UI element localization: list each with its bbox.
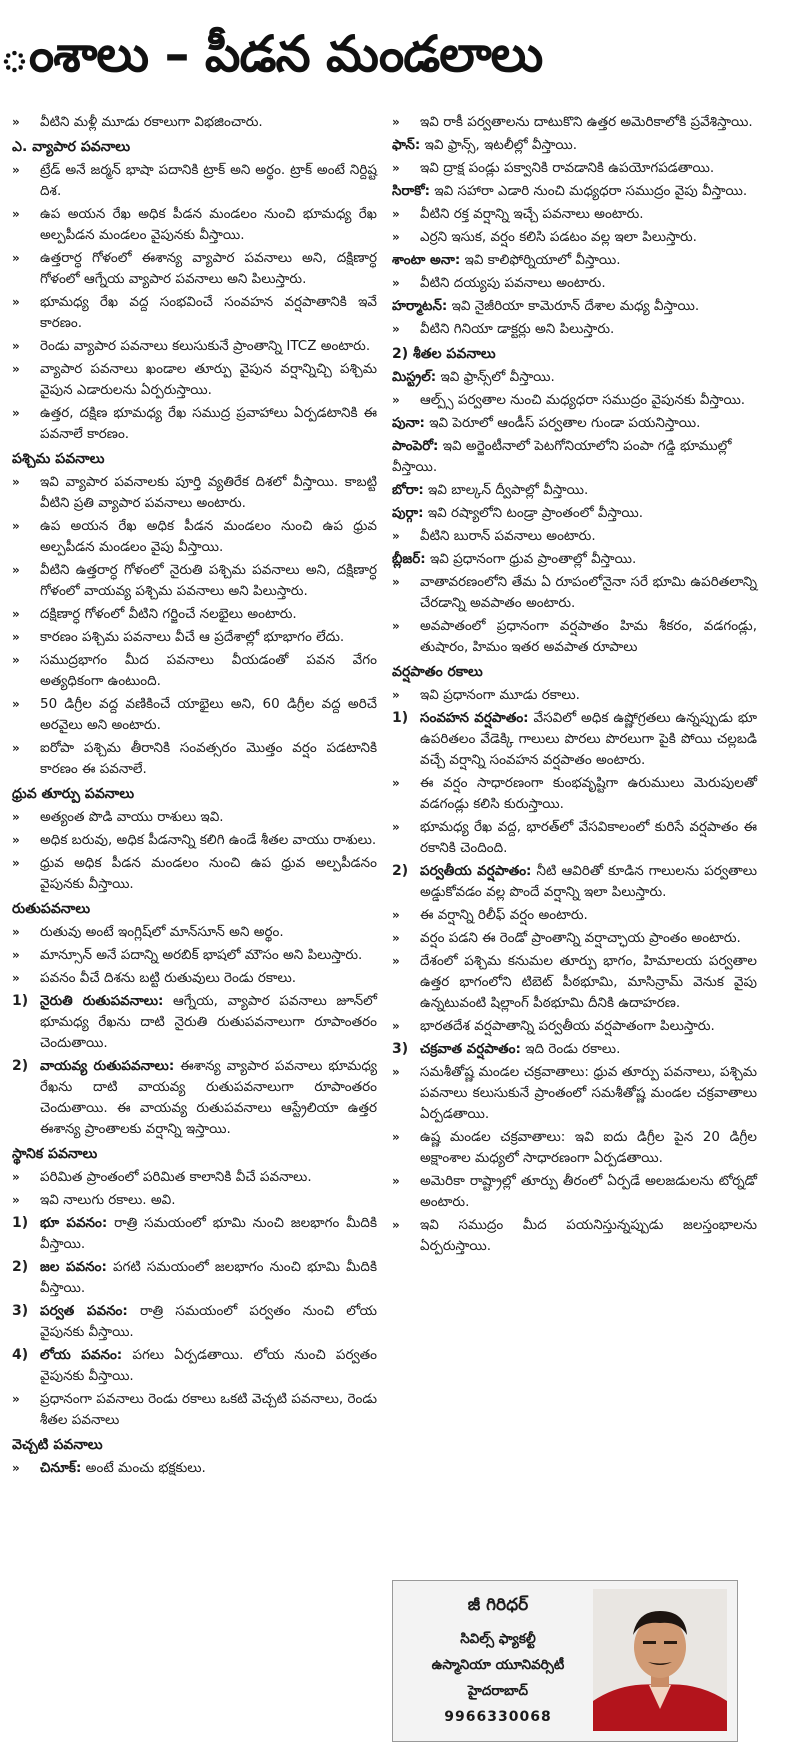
author-phone: 9966330068 [444, 1709, 552, 1725]
item-text [40, 336, 377, 357]
item-body: అమెరికా రాష్ట్రాల్లో తూర్పు తీరంలో ఏర్పడే అలజడులను టోర్నడో అంటారు. [420, 1173, 757, 1210]
item-body: ఉప అయన రేఖ అధిక పీడన మండలం నుంచి ఉప ధ్రువ అల్పపీడన మండలం వైపు వీస్తాయి. [40, 518, 377, 555]
bullet-item [392, 319, 757, 340]
item-text [40, 853, 377, 895]
list-number: 2) [12, 1058, 29, 1074]
item-text [40, 945, 377, 966]
item-text [40, 1213, 377, 1255]
bullet-marker: » [392, 619, 400, 633]
bullet-item [12, 945, 377, 966]
item-body: ఇవి కాలిఫోర్నియాలో వీస్తాయి. [460, 252, 621, 268]
bullet-marker: » [12, 697, 20, 711]
bullet-marker: » [12, 1170, 20, 1184]
item-body: పవనం వీచే దిశను బట్టి రుతువులు రెండు రకాలు. [40, 970, 297, 986]
item-text [40, 1389, 377, 1431]
author-photo [593, 1589, 727, 1731]
bullet-item [12, 1056, 377, 1140]
item-body: ఉత్తర, దక్షిణ భూమధ్య రేఖ సముద్ర ప్రవాహాలు ఏర్పడటానికి ఈ పవనాలే కారణం. [40, 405, 377, 442]
bullet-item [12, 830, 377, 851]
item-body: ఇవి అర్జెంటీనాలో పెటగోనియాలోని పంపా గడ్డి భూముల్లో వీస్తాయి. [392, 438, 732, 475]
item-body: ఉప అయన రేఖ అధిక పీడన మండలం నుంచి భూమధ్య రేఖ అల్పపీడన మండలం వైపునకు వీస్తాయి. [40, 206, 377, 243]
item-text [40, 922, 377, 943]
bullet-marker: » [12, 833, 20, 847]
bullet-item [12, 112, 377, 133]
term-definition [392, 503, 757, 524]
bullet-item [392, 390, 757, 411]
bullet-item [12, 604, 377, 625]
bullet-marker: » [392, 931, 400, 945]
bullet-item [392, 773, 757, 815]
item-text [40, 248, 377, 290]
list-number: 2) [12, 1259, 29, 1275]
bullet-item [12, 922, 377, 943]
term-definition [392, 367, 757, 388]
bullet-item [12, 853, 377, 895]
list-number: 4) [12, 1347, 29, 1363]
item-text [392, 298, 699, 314]
item-text [420, 951, 757, 1014]
bullet-marker: » [12, 251, 20, 265]
item-text [40, 1345, 377, 1387]
item-body: ఇవి బాల్కన్ ద్వీపాల్లో వీస్తాయి. [423, 482, 589, 498]
bullet-item [392, 112, 757, 133]
item-text [420, 227, 757, 248]
section-heading: 2) శీతల పవనాలు [392, 346, 496, 362]
bullet-marker: » [392, 115, 400, 129]
bullet-marker: » [12, 607, 20, 621]
term-label: భూ పవనం: [40, 1215, 108, 1231]
item-body: రుతువు అంటే ఇంగ్లిష్‌లో మాన్‌సూన్ అని అర్థం. [40, 924, 284, 940]
section-heading: స్థానిక పవనాలు [12, 1146, 98, 1162]
term-label: మిస్ట్రల్: [392, 369, 437, 385]
item-text [392, 438, 732, 475]
item-text [392, 369, 555, 385]
bullet-marker: » [392, 393, 400, 407]
term-label: చక్రవాత వర్షపాతం: [420, 1041, 521, 1057]
bullet-marker: » [392, 954, 400, 968]
item-text [420, 390, 757, 411]
list-number: 3) [392, 1041, 409, 1057]
item-text [420, 158, 757, 179]
item-body: వర్షం పడని ఈ రెండో ప్రాంతాన్ని వర్షాచ్ఛాయ ప్రాంతం అంటారు. [420, 930, 741, 946]
bullet-marker: » [12, 563, 20, 577]
item-text [40, 968, 377, 989]
item-body: ఇవి ఫ్రాన్స్, ఇటలీల్లో వీస్తాయి. [420, 137, 578, 153]
bullet-item [12, 336, 377, 357]
bullet-marker: » [392, 322, 400, 336]
bullet-item [392, 227, 757, 248]
bullet-marker: » [12, 475, 20, 489]
item-body: పరిమిత ప్రాంతంలో పరిమిత కాలానికి వీచే పవనాలు. [40, 1169, 312, 1185]
bullet-marker: » [392, 529, 400, 543]
bullet-marker: » [12, 948, 20, 962]
list-number: 1) [12, 1215, 29, 1231]
item-body: అధిక బరువు, అధిక పీడనాన్ని కలిగి ఉండే శీతల వాయు రాశులు. [40, 832, 377, 848]
item-text [420, 861, 757, 903]
bullet-marker: » [392, 161, 400, 175]
item-text [392, 482, 588, 498]
item-text [40, 627, 377, 648]
term-label: నైరుతి రుతుపవనాలు: [40, 993, 164, 1009]
item-body: ఈశాన్య వ్యాపార పవనాలు భూమధ్య రేఖను దాటి వాయవ్య రుతుపవనాలుగా రూపాంతరం చెందుతాయి. ఈ వాయవ్య రుతుపవనాలు ఆస్ట్రేలియా ఉత్తర ఈశాన్య ప్రాంతాలకు వర్షాన్ని ఇస్తాయి. [40, 1058, 377, 1137]
bullet-item [12, 1301, 377, 1343]
item-text [420, 204, 757, 225]
item-text [40, 738, 377, 780]
term-label: చినూక్: [40, 1460, 82, 1476]
bullet-marker: » [12, 207, 20, 221]
item-body: ఇవి నైజీరియా కామెరూన్ దేశాల మధ్య వీస్తాయి. [447, 298, 700, 314]
item-text [40, 830, 377, 851]
term-label: పర్వత పవనం: [40, 1303, 128, 1319]
item-body: ఇది రెండు రకాలు. [520, 1041, 621, 1057]
bullet-item [392, 685, 757, 706]
bullet-item [392, 1171, 757, 1213]
term-label: పునా: [392, 415, 425, 431]
item-text [40, 604, 377, 625]
bullet-item [392, 158, 757, 179]
bullet-item [12, 160, 377, 202]
term-label: వాయవ్య రుతుపవనాలు: [40, 1058, 175, 1074]
bullet-item [12, 738, 377, 780]
bullet-item [392, 1127, 757, 1169]
item-text [40, 112, 377, 133]
bullet-item [392, 572, 757, 614]
bullet-marker: » [392, 1174, 400, 1188]
bullet-item [392, 905, 757, 926]
bullet-item [392, 1039, 757, 1060]
item-body: ఇవి నాలుగు రకాలు. అవి. [40, 1192, 176, 1208]
item-body: ఎర్రని ఇసుక, వర్షం కలిసి పడటం వల్ల ఇలా పిలుస్తారు. [420, 229, 697, 245]
bullet-item [12, 1389, 377, 1431]
bullet-item [12, 1458, 377, 1479]
bullet-marker: » [392, 1218, 400, 1232]
section-heading: ధ్రువ తూర్పు పవనాలు [12, 786, 135, 802]
item-text [420, 1016, 757, 1037]
bullet-item [12, 1345, 377, 1387]
bullet-marker: » [12, 295, 20, 309]
term-label: సంవహన వర్షపాతం: [420, 710, 529, 726]
item-body: సమశీతోష్ణ మండల చక్రవాతాలు: ధ్రువ తూర్పు పవనాలు, పశ్చిమ పవనాలు కలుసుకునే ప్రాంతంలో సమశీతోష్ణ మండల చక్రవాతాలు ఏర్పడతాయి. [420, 1064, 757, 1122]
bullet-marker: » [392, 776, 400, 790]
term-label: లోయ పవనం: [40, 1347, 123, 1363]
bullet-marker: » [12, 1392, 20, 1406]
author-role: సివిల్స్ ఫ్యాకల్టీ [460, 1631, 536, 1647]
bullet-item [12, 968, 377, 989]
bullet-item [12, 1257, 377, 1299]
item-body: వీటిని గినియా డాక్టర్లు అని పిలుస్తారు. [420, 321, 615, 337]
item-text [420, 1039, 757, 1060]
item-body: ఈ వర్షం సాధారణంగా కుంభవృష్టిగా ఉరుములు మెరుపులతో వడగండ్లు కలిసి కురుస్తాయి. [420, 775, 757, 812]
bullet-item [392, 526, 757, 547]
item-text [392, 505, 643, 521]
bullet-marker: » [392, 1065, 400, 1079]
item-body: ఆగ్నేయ, వ్యాపార పవనాలు జూన్‌లో భూమధ్య రేఖను దాటి నైరుతి రుతుపవనాలుగా రూపాంతరం చెందుతాయి. [40, 993, 377, 1051]
list-number: 3) [12, 1303, 29, 1319]
bullet-marker: » [392, 276, 400, 290]
bullet-marker: » [12, 519, 20, 533]
item-body: పగటి సమయంలో జలభాగం నుంచి భూమి మీదికి వీస్తాయి. [40, 1259, 377, 1296]
item-body: వ్యాపార పవనాలు ఖండాల తూర్పు వైపున వర్షాన్నిచ్చి పశ్చిమ వైపున ఎడారులను ఏర్పరుస్తాయి. [40, 361, 377, 398]
item-body: వేసవిలో అధిక ఉష్ణోగ్రతలు ఉన్నప్పుడు భూ ఉపరితలం వేడెక్కి గాలులు పొరలు పొరలుగా పైకి పోయి చల్లబడి వచ్చే వర్షాన్ని సంవహన వర్షపాతం అంటారు. [420, 710, 757, 768]
bullet-item [392, 951, 757, 1014]
item-text [40, 204, 377, 246]
term-definition [392, 296, 757, 317]
item-body: వీటిని దయ్యపు పవనాలు అంటారు. [420, 275, 606, 291]
item-text [392, 415, 700, 431]
item-text [420, 1127, 757, 1169]
item-body: ఇవి ద్రాక్ష పండ్లు పక్వానికి రావడానికి ఉపయోగపడతాయి. [420, 160, 715, 176]
term-definition [392, 181, 757, 202]
bullet-item [392, 1016, 757, 1037]
bullet-item [12, 292, 377, 334]
item-body: పగలు ఏర్పడతాయి. లోయ నుంచి పర్వతం వైపునకు వీస్తాయి. [40, 1347, 378, 1384]
item-text [40, 1257, 377, 1299]
list-number: 1) [12, 993, 29, 1009]
item-text [420, 1171, 757, 1213]
bullet-item [12, 807, 377, 828]
bullet-item [392, 817, 757, 859]
term-label: ఫాన్: [392, 137, 421, 153]
item-text [40, 516, 377, 558]
item-body: ఈ వర్షాన్ని రిలీఫ్ వర్షం అంటారు. [420, 907, 588, 923]
item-body: నీటి ఆవిరితో కూడిన గాలులను పర్వతాలు అడ్డుకోవడం వల్ల పొందే వర్షాన్ని ఇలా పిలుస్తారు. [420, 863, 757, 900]
item-body: ఇవి ఫ్రాన్స్‌లో వీస్తాయి. [436, 369, 555, 385]
left-column [12, 112, 377, 1481]
item-body: వీటిని ఉత్తరార్ధ గోళంలో నైరుతి పశ్చిమ పవనాలు అని, దక్షిణార్ధ గోళంలో వాయవ్య పశ్చిమ పవనాలు అని పిలుస్తారు. [40, 562, 377, 599]
bullet-marker: » [12, 406, 20, 420]
item-text [392, 183, 747, 199]
item-text [420, 112, 757, 133]
item-text [40, 1190, 377, 1211]
section-heading: ఎ. వ్యాపార పవనాలు [12, 139, 131, 155]
author-name: జీ గిరిధర్ [467, 1595, 529, 1615]
term-definition [392, 436, 757, 478]
item-body: వీటిని బురాన్ పవనాలు అంటారు. [420, 528, 596, 544]
item-body: ధ్రువ అధిక పీడన మండలం నుంచి ఉప ధ్రువ అల్పపీడనం వైపునకు వీస్తాయి. [40, 855, 377, 892]
bullet-marker: » [12, 653, 20, 667]
item-body: ఇవి రష్యాలోని టండ్రా ప్రాంతంలో వీస్తాయి. [423, 505, 644, 521]
item-body: ప్రధానంగా పవనాలు రెండు రకాలు ఒకటి వెచ్చటి పవనాలు, రెండు శీతల పవనాలు [40, 1391, 377, 1428]
bullet-item [392, 861, 757, 903]
item-text [392, 252, 621, 268]
item-text [420, 773, 757, 815]
right-column [392, 112, 757, 1259]
bullet-item [392, 928, 757, 949]
author-byline-box [392, 1580, 738, 1742]
term-definition [392, 413, 757, 434]
bullet-marker: » [12, 925, 20, 939]
item-text [420, 685, 757, 706]
term-label: పుర్గా: [392, 505, 424, 521]
term-definition [392, 549, 757, 570]
item-body: ఆల్ప్స్ పర్వతాల నుంచి మధ్యధరా సముద్రం వైపునకు వీస్తాయి. [420, 392, 746, 408]
item-body: భారతదేశ వర్షపాతాన్ని పర్వతీయ వర్షపాతంగా పిలుస్తారు. [420, 1018, 715, 1034]
bullet-item [12, 403, 377, 445]
bullet-marker: » [12, 856, 20, 870]
section-heading: పశ్చిమ పవనాలు [12, 451, 105, 467]
term-label: బోరా: [392, 482, 424, 498]
item-text [40, 359, 377, 401]
item-body: రాత్రి సమయంలో భూమి నుంచి జలభాగం మీదికి వీస్తాయి. [40, 1215, 378, 1252]
bullet-item [392, 1062, 757, 1125]
item-text [40, 1167, 377, 1188]
bullet-marker: » [12, 1193, 20, 1207]
item-body: దక్షిణార్ధ గోళంలో వీటిని గర్జించే నలభైలు అంటారు. [40, 606, 297, 622]
bullet-marker: » [12, 163, 20, 177]
item-text [40, 560, 377, 602]
bullet-marker: » [12, 1461, 20, 1475]
item-body: అవపాతంలో ప్రధానంగా వర్షపాతం హిమ శీకరం, వడగండ్లు, తుషారం, హిమం ఇతర అవపాత రూపాలు [420, 618, 757, 655]
item-body: ట్రేడ్ అనే జర్మన్ భాషా పదానికి ట్రాక్ అని అర్థం. ట్రాక్ అంటే నిర్దిష్ట దిశ. [40, 162, 377, 199]
item-text [40, 472, 377, 514]
item-body: ఉత్తరార్ధ గోళంలో ఈశాన్య వ్యాపార పవనాలు అని, దక్షిణార్ధ గోళంలో ఆగ్నేయ వ్యాపార పవనాలు అని పిలుస్తారు. [40, 250, 377, 287]
item-body: ఐరోపా పశ్చిమ తీరానికి సంవత్సరం మొత్తం వర్షం పడటానికి కారణం ఈ పవనాలే. [40, 740, 377, 777]
item-text [392, 551, 636, 567]
section-heading: రుతుపవనాలు [12, 901, 91, 917]
item-text [40, 807, 377, 828]
item-text [420, 1062, 757, 1125]
bullet-marker: » [392, 820, 400, 834]
item-body: ఇవి ప్రధానంగా ధ్రువ ప్రాంతాల్లో వీస్తాయి. [425, 551, 637, 567]
item-text [420, 817, 757, 859]
bullet-item [12, 472, 377, 514]
item-body: రాత్రి సమయంలో పర్వతం నుంచి లోయ వైపునకు వీస్తాయి. [40, 1303, 377, 1340]
item-text [420, 708, 757, 771]
author-university: ఉస్మానియా యూనివర్సిటీ [431, 1657, 565, 1673]
item-body: దేశంలో పశ్చిమ కనుమల తూర్పు భాగం, హిమాలయ పర్వతాల ఉత్తర భాగంలోని టిబెట్ పీఠభూమి, మాసిన్రామ్ వెనుక వైపు ఉన్నటువంటి షిల్లాంగ్ పీఠభూమి దీనికి ఉదాహరణ. [420, 953, 757, 1011]
item-text [40, 403, 377, 445]
item-body: ఇవి సముద్రం మీద పయనిస్తున్నప్పుడు జలస్తంభాలను ఏర్పరుస్తాయి. [420, 1217, 757, 1254]
item-text [40, 1301, 377, 1343]
bullet-marker: » [392, 908, 400, 922]
item-text [420, 526, 757, 547]
term-label: పర్వతీయ వర్షపాతం: [420, 863, 532, 879]
item-text [420, 319, 757, 340]
item-body: ఇవి వ్యాపార పవనాలకు పూర్తి వ్యతిరేక దిశలో వీస్తాయి. కాబట్టి వీటిని ప్రతి వ్యాపార పవనాలు అంటారు. [40, 474, 377, 511]
item-text [420, 273, 757, 294]
item-body: వీటిని మళ్లీ మూడు రకాలుగా విభజించారు. [40, 114, 263, 130]
item-body: భూమధ్య రేఖ వద్ద సంభవించే సంవహన వర్షపాతానికి ఇవే కారణం. [40, 294, 377, 331]
bullet-item [12, 1167, 377, 1188]
bullet-item [12, 359, 377, 401]
bullet-item [12, 1213, 377, 1255]
item-text [40, 694, 377, 736]
item-body: అంటే మంచు భక్షకులు. [81, 1460, 206, 1476]
item-body: వీటిని రక్త వర్షాన్ని ఇచ్చే పవనాలు అంటారు. [420, 206, 644, 222]
item-text [420, 905, 757, 926]
bullet-marker: » [12, 810, 20, 824]
bullet-item [392, 708, 757, 771]
item-body: ఇవి పెరూలో ఆండీస్ పర్వతాల గుండా పయనిస్తాయి. [424, 415, 701, 431]
item-body: ఇవి రాకీ పర్వతాలను దాటుకొని ఉత్తర అమెరికాలోకి ప్రవేశిస్తాయి. [420, 114, 753, 130]
item-text [420, 1215, 757, 1257]
bullet-marker: » [392, 1130, 400, 1144]
bullet-item [12, 204, 377, 246]
term-label: సిరాకో: [392, 183, 431, 199]
bullet-marker: » [392, 207, 400, 221]
item-text [40, 991, 377, 1054]
bullet-marker: » [12, 115, 20, 129]
bullet-item [12, 248, 377, 290]
item-body: ఇవి ప్రధానంగా మూడు రకాలు. [420, 687, 580, 703]
section-heading: వెచ్చటి పవనాలు [12, 1437, 103, 1453]
list-number: 1) [392, 710, 409, 726]
bullet-marker: » [392, 575, 400, 589]
bullet-marker: » [12, 362, 20, 376]
item-body: అత్యంత పొడి వాయు రాశులు ఇవి. [40, 809, 224, 825]
item-text [40, 1056, 377, 1140]
item-body: 50 డిగ్రీల వద్ద వణికించే యాభైలు అని, 60 డిగ్రీల వద్ద అరిచే అరవైలు అని అంటారు. [40, 696, 377, 733]
item-text [40, 650, 377, 692]
item-text [40, 292, 377, 334]
item-body: రెండు వ్యాపార పవనాలు కలుసుకునే ప్రాంతాన్ని ITCZ అంటారు. [40, 338, 371, 354]
item-text [420, 928, 757, 949]
item-body: ఇవి సహారా ఎడారి నుంచి మధ్యధరా సముద్రం వైపు వీస్తాయి. [430, 183, 748, 199]
item-body: ఉష్ణ మండల చక్రవాతాలు: ఇవి ఐదు డిగ్రీల పైన 20 డిగ్రీల అక్షాంశాల మధ్యలో సాధారణంగా ఏర్పడతాయి. [420, 1129, 757, 1166]
bullet-marker: » [392, 1019, 400, 1033]
item-text [420, 616, 757, 658]
bullet-item [392, 273, 757, 294]
bullet-item [12, 991, 377, 1054]
item-text [420, 572, 757, 614]
bullet-marker: » [12, 339, 20, 353]
term-label: జల పవనం: [40, 1259, 107, 1275]
bullet-marker: » [12, 741, 20, 755]
term-definition [392, 480, 757, 501]
bullet-item [392, 1215, 757, 1257]
section-heading: వర్షపాతం రకాలు [392, 664, 483, 680]
bullet-marker: » [392, 688, 400, 702]
item-text [40, 160, 377, 202]
bullet-item [392, 204, 757, 225]
item-text [392, 137, 577, 153]
item-body: భూమధ్య రేఖ వద్ద, భారత్‌లో వేసవికాలంలో కురిసే వర్షపాతం ఈ రకానికి చెందింది. [420, 819, 757, 856]
bullet-item [12, 516, 377, 558]
bullet-marker: » [392, 230, 400, 244]
bullet-item [12, 650, 377, 692]
term-label: హర్మాటన్: [392, 298, 448, 314]
term-label: బ్లీజర్: [392, 551, 426, 567]
item-body: మాన్సూన్ అనే పదాన్ని అరబిక్ భాషలో మౌసం అని పిలుస్తారు. [40, 947, 363, 963]
term-label: శాంటా అనా: [392, 252, 461, 268]
item-body: కారణం పశ్చిమ పవనాలు వీచే ఆ ప్రదేశాల్లో భూభాగం లేదు. [40, 629, 345, 645]
list-number: 2) [392, 863, 409, 879]
bullet-marker: » [12, 630, 20, 644]
bullet-item [392, 616, 757, 658]
item-text [40, 1458, 377, 1479]
term-definition [392, 250, 757, 271]
bullet-item [12, 1190, 377, 1211]
bullet-item [12, 560, 377, 602]
bullet-item [12, 694, 377, 736]
page-title: ంశాలు – పీడన మండలాలు [0, 25, 543, 83]
bullet-item [12, 627, 377, 648]
term-label: పాంపెరో: [392, 438, 439, 454]
item-body: వాతావరణంలోని తేమ ఏ రూపంలోనైనా సరే భూమి ఉపరితలాన్ని చేరడాన్ని అవపాతం అంటారు. [420, 574, 757, 611]
item-body: సముద్రభాగం మీద పవనాలు వీయడంతో పవన వేగం అత్యధికంగా ఉంటుంది. [40, 652, 377, 689]
term-definition [392, 135, 757, 156]
bullet-marker: » [12, 971, 20, 985]
author-city: హైదరాబాద్ [467, 1683, 529, 1699]
